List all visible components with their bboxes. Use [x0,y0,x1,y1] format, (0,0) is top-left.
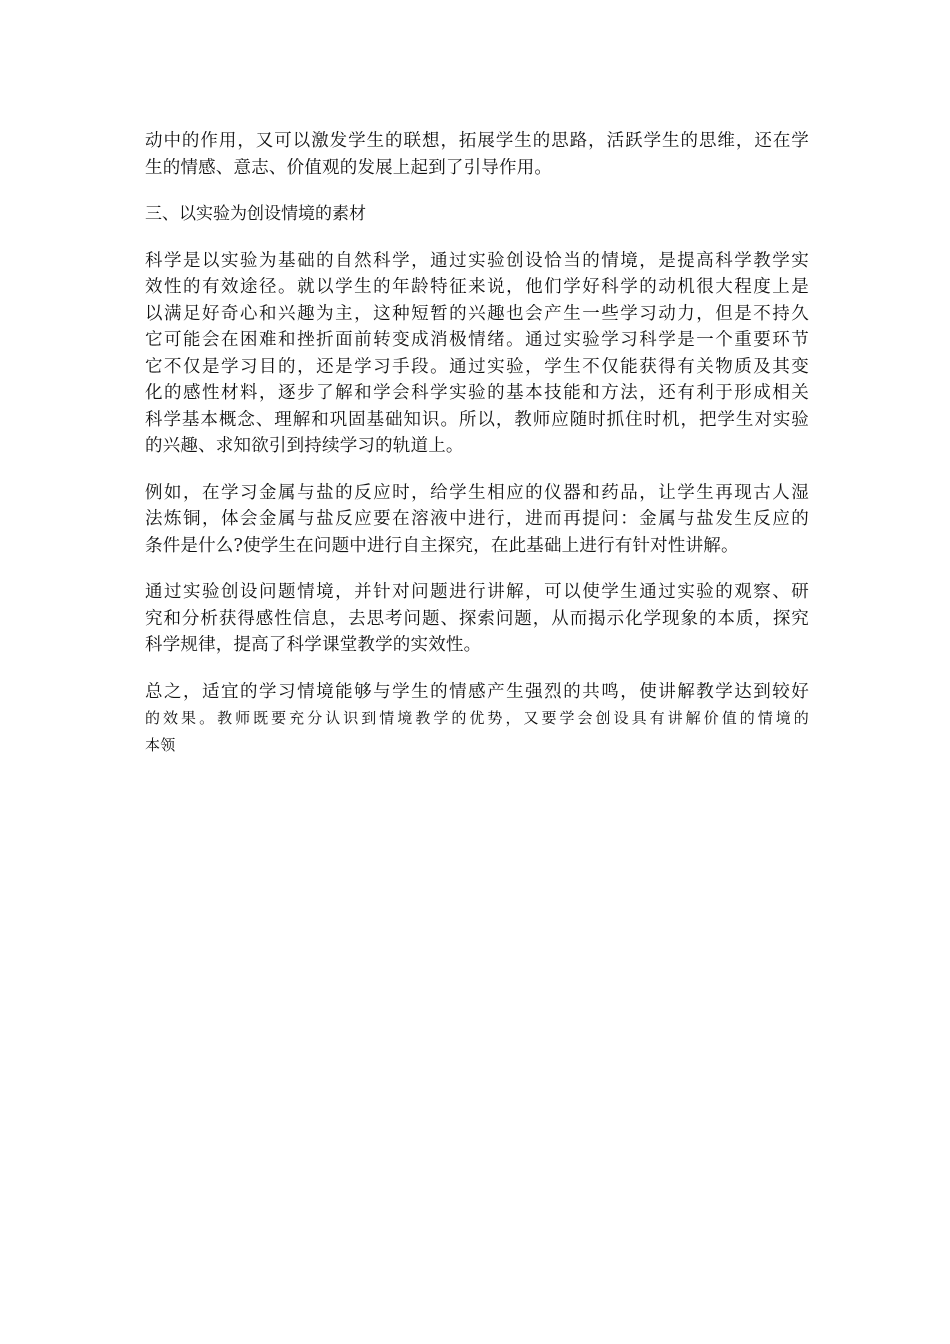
paragraph-conclusion [145,679,809,759]
text-line: 科学规律，提高了科学课堂教学的实效性。 [145,635,482,655]
document-body [145,128,809,758]
text-line: 它可能会在困难和挫折面前转变成消极情绪。通过实验学习科学是一个重要环节 [145,330,809,350]
text-line: 例如，在学习金属与盐的反应时，给学生相应的仪器和药品，让学生再现古人湿 [145,482,809,503]
text-line: 动中的作用，又可以激发学生的联想，拓展学生的思路，活跃学生的思维，还在学 [145,131,809,151]
section-heading [145,201,809,228]
text-line: 法炼铜，体会金属与盐反应要在溶液中进行，进而再提问：金属与盐发生反应的 [145,509,809,529]
text-line: 通过实验创设问题情境，并针对问题进行讲解，可以使学生通过实验的观察、研 [145,582,809,602]
section-heading-text: 三、以实验为创设情境的素材 [145,204,366,224]
text-line: 条件是什么?使学生在问题中进行自主探究，在此基础上进行有针对性讲解。 [145,535,739,556]
text-line: 科学基本概念、理解和巩固基础知识。所以，教师应随时抓住时机，把学生对实验 [145,409,809,430]
text-line: 它不仅是学习目的，还是学习手段。通过实验，学生不仅能获得有关物质及其变 [145,356,809,377]
text-line: 效性的有效途径。就以学生的年龄特征来说，他们学好科学的动机很大程度上是 [145,277,809,297]
paragraph-problem-situation [145,579,809,659]
text-line: 科学是以实验为基础的自然科学，通过实验创设恰当的情境，是提高科学教学实 [145,250,809,271]
text-line: 生的情感、意志、价值观的发展上起到了引导作用。 [145,157,553,178]
text-line: 化的感性材料，逐步了解和学会科学实验的基本技能和方法，还有利于形成相关 [145,383,809,403]
text-line: 究和分析获得感性信息，去思考问题、探索问题，从而揭示化学现象的本质，探究 [145,608,809,629]
text-line: 的效果。教师既要充分认识到情境教学的优势，又要学会创设具有讲解价值的情境的 [145,709,809,727]
paragraph-experiment-basis [145,248,809,460]
text-line: 本领 [145,735,176,754]
text-line: 以满足好奇心和兴趣为主，这种短暂的兴趣也会产生一些学习动力，但是不持久 [145,303,809,324]
paragraph-example [145,480,809,560]
paragraph-intro-continuation [145,128,809,181]
text-line: 总之，适宜的学习情境能够与学生的情感产生强烈的共鸣，使讲解教学达到较好 [145,681,809,702]
text-line: 的兴趣、求知欲引到持续学习的轨道上。 [145,436,464,456]
